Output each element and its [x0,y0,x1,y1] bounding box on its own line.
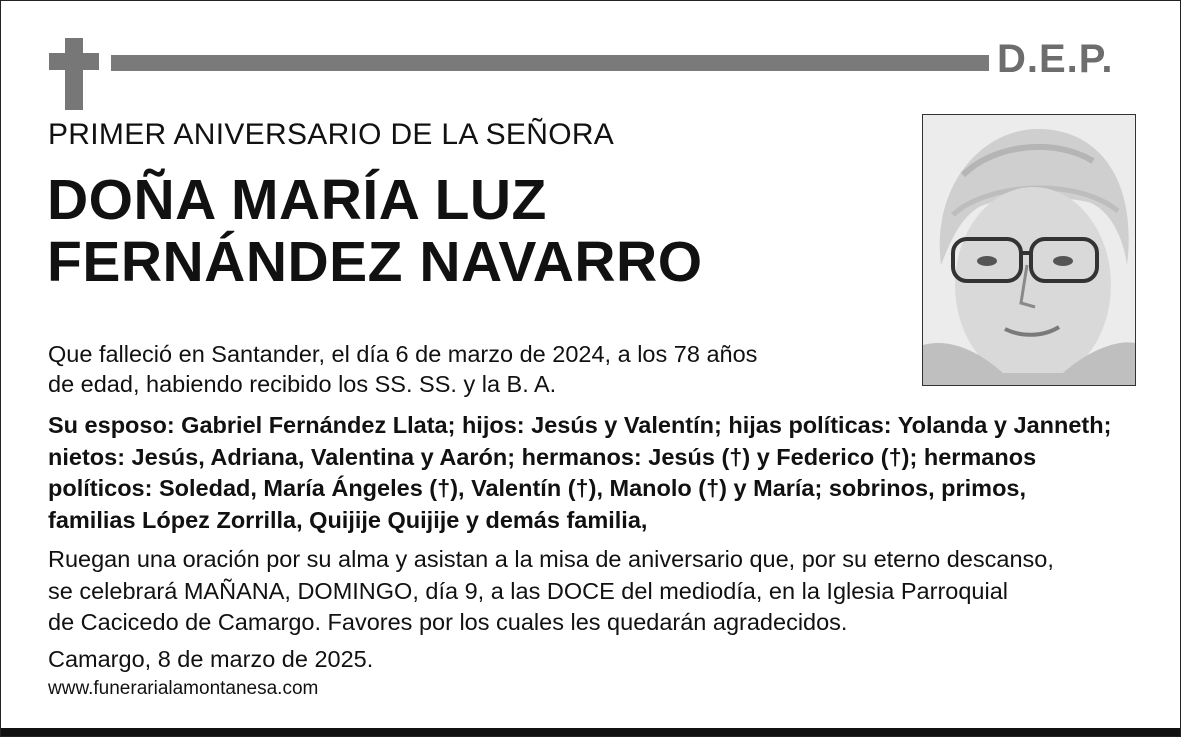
text-line: Su esposo: Gabriel Fernández Llata; hijos: Jesús y Valentín; hijas políticas: Yolanda y Janneth; [48,412,1112,438]
deceased-name [47,169,703,293]
cross-icon [49,38,99,110]
mass-announcement [48,544,1158,639]
header-rule [111,55,989,71]
text-line: se celebrará MAÑANA, DOMINGO, día 9, a las DOCE del mediodía, en la Iglesia Parroquial [48,577,1008,604]
website-link[interactable]: www.funerarialamontanesa.com [48,678,319,699]
death-details [48,339,908,399]
portrait-photo [922,114,1136,386]
text-line: nietos: Jesús, Adriana, Valentina y Aarón; hermanos: Jesús (†) y Federico (†); hermanos [48,443,1037,470]
text-line: políticos: Soledad, María Ángeles (†), Valentín (†), Manolo (†) y María; sobrinos, primos, [48,475,1027,501]
place-and-date: Camargo, 8 de marzo de 2025. [48,646,374,672]
name-line: DOÑA MARÍA LUZ [47,168,547,232]
text-line: de edad, habiendo recibido los SS. SS. y la B. A. [48,371,557,397]
text-line: Que falleció en Santander, el día 6 de marzo de 2024, a los 78 años [48,341,758,367]
portrait-image [923,115,1135,385]
family-list [48,410,1158,536]
text-line: familias López Zorrilla, Quijije Quijije y demás familia, [48,506,648,533]
bottom-rule [1,728,1180,736]
text-line: de Cacicedo de Camargo. Favores por los cuales les quedarán agradecidos. [48,609,848,635]
text-line: Ruegan una oración por su alma y asistan a la misa de aniversario que, por su eterno descanso, [48,546,1054,572]
name-line: FERNÁNDEZ NAVARRO [47,230,703,294]
dep-label: D.E.P. [997,37,1114,81]
anniversary-heading: PRIMER ANIVERSARIO DE LA SEÑORA [48,118,615,151]
